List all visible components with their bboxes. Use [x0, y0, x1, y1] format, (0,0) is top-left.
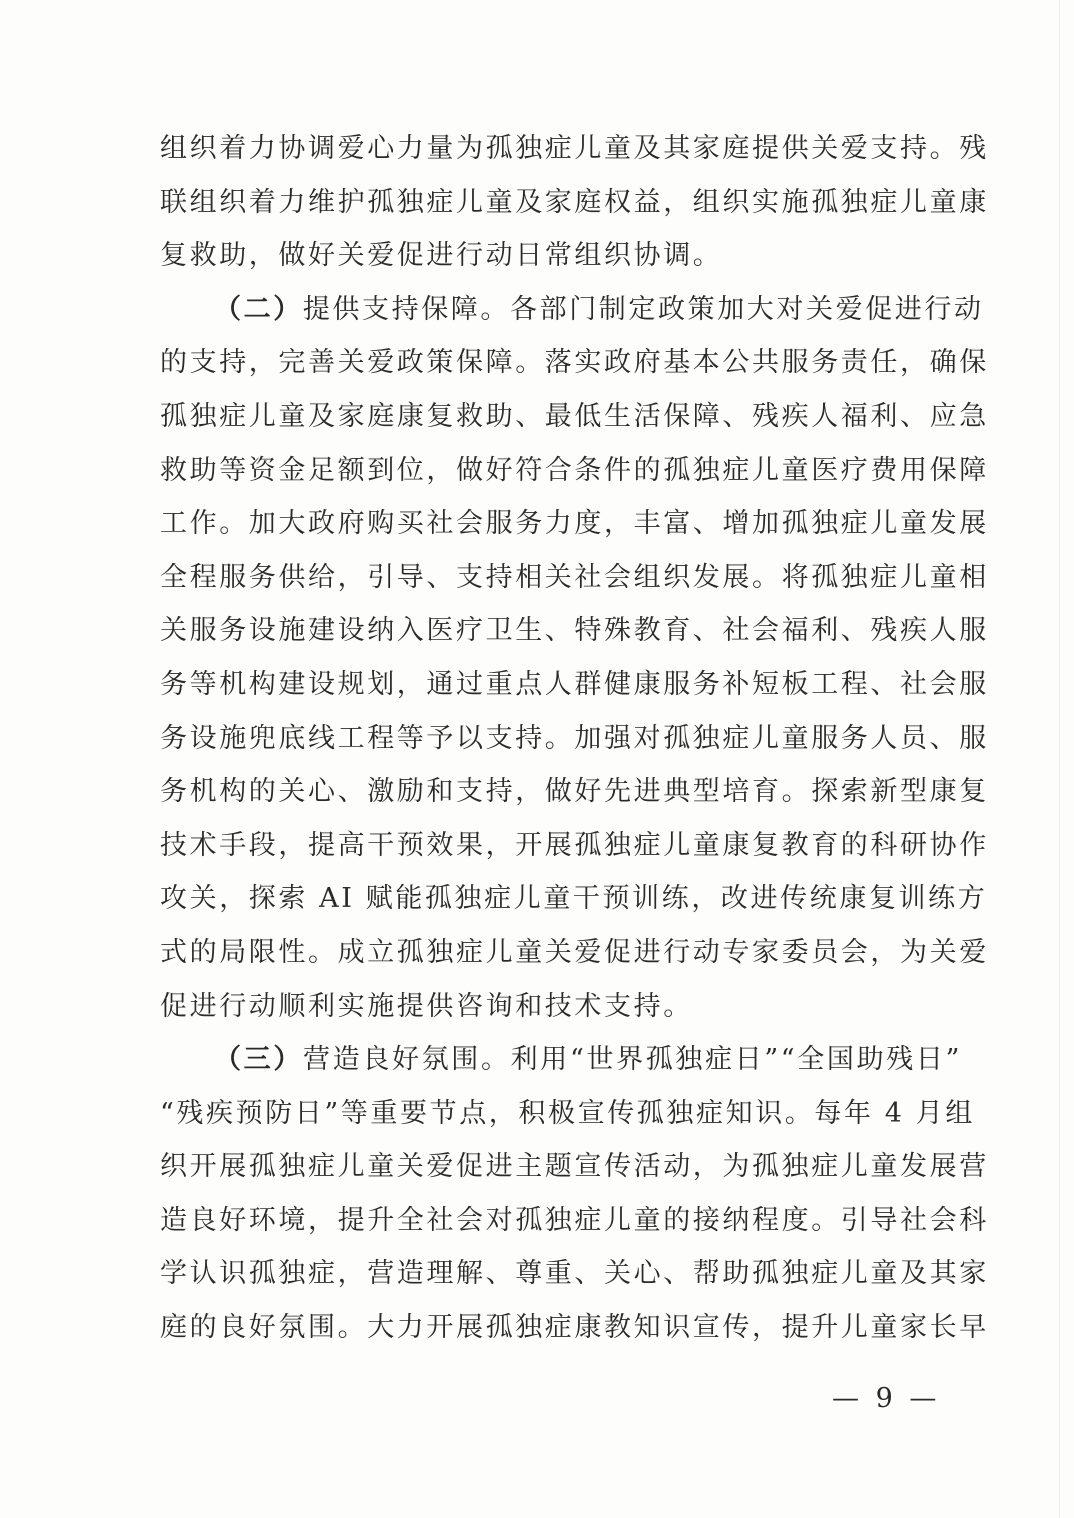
body-text: [160, 122, 989, 1355]
text-line: 务机构的关心、激励和支持，做好先进典型培育。探索新型康复: [160, 776, 989, 808]
text-line: 技术手段，提高干预效果，开展孤独症儿童康复教育的科研协作: [160, 829, 989, 861]
scan-edge-line: [1059, 0, 1060, 1518]
page-number: — 9 —: [832, 1383, 941, 1414]
text-line: 庭的良好氛围。大力开展孤独症康教知识宣传，提升儿童家长早: [160, 1312, 989, 1344]
text-line: “残疾预防日”等重要节点，积极宣传孤独症知识。每年 4 月组: [160, 1097, 975, 1129]
text-line: 学认识孤独症，营造理解、尊重、关心、帮助孤独症儿童及其家: [160, 1258, 989, 1290]
text-line: 促进行动顺利实施提供咨询和技术支持。: [160, 990, 693, 1022]
text-line: 的支持，完善关爱政策保障。落实政府基本公共服务责任，确保: [160, 347, 989, 379]
text-line: 务设施兜底线工程等予以支持。加强对孤独症儿童服务人员、服: [160, 722, 989, 754]
section-number: （二）: [214, 293, 303, 325]
text-line: 工作。加大政府购买社会服务力度，丰富、增加孤独症儿童发展: [160, 508, 989, 540]
section-heading-line: [160, 1033, 962, 1087]
text-line: 组织着力协调爱心力量为孤独症儿童及其家庭提供关爱支持。残: [160, 133, 989, 164]
text-line: 联组织着力维护孤独症儿童及家庭权益，组织实施孤独症儿童康: [160, 186, 989, 218]
text-line: 织开展孤独症儿童关爱促进主题宣传活动，为孤独症儿童发展营: [160, 1151, 989, 1183]
text-line: 式的局限性。成立孤独症儿童关爱促进行动专家委员会，为关爱: [160, 936, 989, 968]
text-line: 关服务设施建设纳入医疗卫生、特殊教育、社会福利、残疾人服: [160, 615, 989, 647]
text-line: 提供支持保障。各部门制定政策加大对关爱促进行动: [302, 293, 984, 325]
text-line: 务等机构建设规划，通过重点人群健康服务补短板工程、社会服: [160, 668, 989, 700]
text-line: 攻关，探索 AI 赋能孤独症儿童干预训练，改进传统康复训练方: [160, 883, 988, 915]
text-line: 救助等资金足额到位，做好符合条件的孤独症儿童医疗费用保障: [160, 454, 989, 486]
text-line: 复救助，做好关爱促进行动日常组织协调。: [160, 240, 723, 272]
text-line: 造良好环境，提升全社会对孤独症儿童的接纳程度。引导社会科: [160, 1204, 989, 1236]
text-line: 孤独症儿童及家庭康复救助、最低生活保障、残疾人福利、应急: [160, 400, 989, 432]
section-heading-line: [160, 283, 984, 337]
section-number: （三）: [214, 1044, 303, 1076]
text-line: 全程服务供给，引导、支持相关社会组织发展。将孤独症儿童相: [160, 561, 989, 593]
text-line: 营造良好氛围。利用“世界孤独症日”“全国助残日”: [303, 1044, 962, 1076]
